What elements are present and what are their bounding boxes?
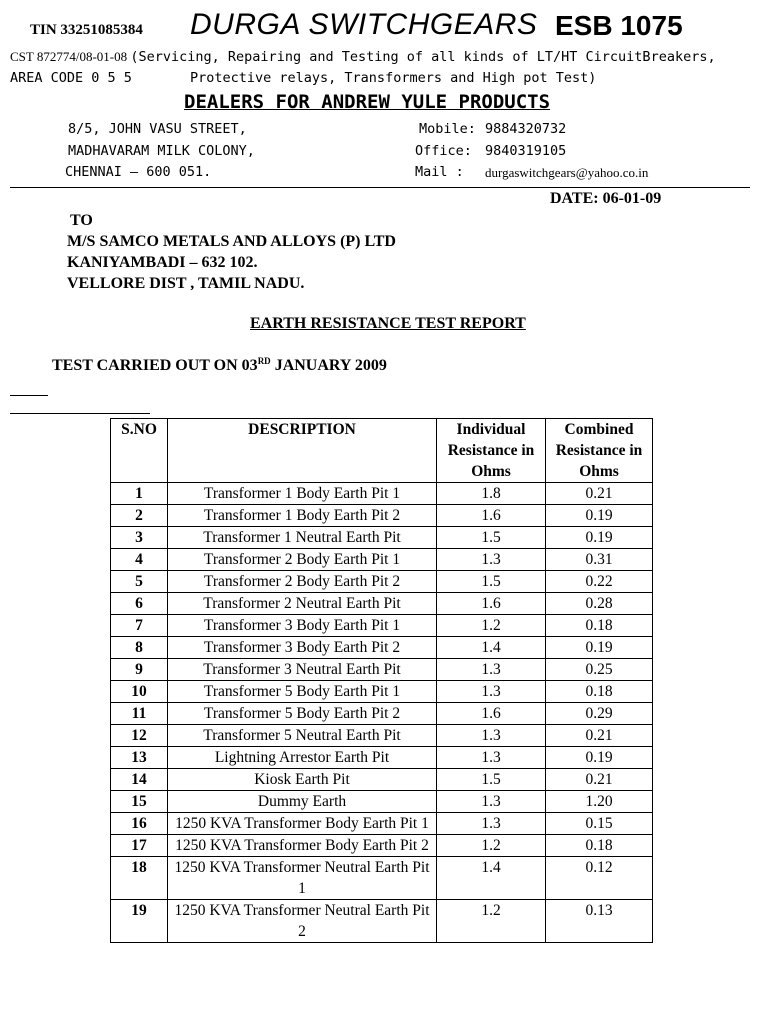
row-individual-resistance: 1.2 bbox=[437, 900, 546, 943]
table-row bbox=[111, 703, 653, 725]
row-sno: 13 bbox=[111, 747, 168, 769]
row-description: 1250 KVA Transformer Body Earth Pit 2 bbox=[168, 835, 437, 857]
to-label: TO bbox=[70, 212, 93, 229]
row-combined-resistance: 0.21 bbox=[546, 769, 653, 791]
row-sno: 8 bbox=[111, 637, 168, 659]
row-individual-resistance: 1.5 bbox=[437, 769, 546, 791]
row-individual-resistance: 1.8 bbox=[437, 483, 546, 505]
row-combined-resistance: 0.22 bbox=[546, 571, 653, 593]
services-line-2: Protective relays, Transformers and High pot Test) bbox=[190, 70, 597, 86]
services-line-1: (Servicing, Repairing and Testing of all kinds of LT/HT CircuitBreakers, bbox=[130, 49, 716, 65]
row-sno: 14 bbox=[111, 769, 168, 791]
row-description: Transformer 2 Body Earth Pit 2 bbox=[168, 571, 437, 593]
office-number: 9840319105 bbox=[485, 143, 567, 159]
cst-line bbox=[10, 49, 716, 65]
table-row bbox=[111, 725, 653, 747]
row-sno: 18 bbox=[111, 857, 168, 900]
row-individual-resistance: 1.3 bbox=[437, 725, 546, 747]
table-row bbox=[111, 527, 653, 549]
address-line-2: MADHAVARAM MILK COLONY, bbox=[68, 143, 255, 159]
row-description: Transformer 5 Body Earth Pit 2 bbox=[168, 703, 437, 725]
row-sno: 1 bbox=[111, 483, 168, 505]
office-label: Office: bbox=[415, 143, 472, 159]
row-combined-resistance: 0.19 bbox=[546, 747, 653, 769]
row-sno: 2 bbox=[111, 505, 168, 527]
row-sno: 3 bbox=[111, 527, 168, 549]
row-sno: 6 bbox=[111, 593, 168, 615]
row-individual-resistance: 1.3 bbox=[437, 681, 546, 703]
table-row bbox=[111, 593, 653, 615]
test-date-line: TEST CARRIED OUT ON 03RD JANUARY 2009 bbox=[52, 356, 387, 374]
row-description: Transformer 1 Neutral Earth Pit bbox=[168, 527, 437, 549]
table-row bbox=[111, 483, 653, 505]
row-individual-resistance: 1.5 bbox=[437, 527, 546, 549]
mobile-label: Mobile: bbox=[419, 121, 476, 137]
row-description: Transformer 3 Body Earth Pit 2 bbox=[168, 637, 437, 659]
esb-code: ESB 1075 bbox=[555, 10, 683, 41]
row-individual-resistance: 1.2 bbox=[437, 615, 546, 637]
rule-short bbox=[10, 395, 48, 396]
row-combined-resistance: 0.19 bbox=[546, 505, 653, 527]
row-individual-resistance: 1.3 bbox=[437, 747, 546, 769]
row-combined-resistance: 0.15 bbox=[546, 813, 653, 835]
row-individual-resistance: 1.6 bbox=[437, 505, 546, 527]
row-sno: 16 bbox=[111, 813, 168, 835]
row-combined-resistance: 0.21 bbox=[546, 725, 653, 747]
row-individual-resistance: 1.3 bbox=[437, 791, 546, 813]
row-sno: 10 bbox=[111, 681, 168, 703]
mail-label: Mail : bbox=[415, 164, 464, 180]
recipient-name: M/S SAMCO METALS AND ALLOYS (P) LTD bbox=[67, 233, 396, 250]
table-row bbox=[111, 505, 653, 527]
row-sno: 7 bbox=[111, 615, 168, 637]
row-description: 1250 KVA Transformer Neutral Earth Pit 2 bbox=[168, 900, 437, 943]
company-name: DURGA SWITCHGEARS bbox=[190, 8, 538, 41]
table-row bbox=[111, 637, 653, 659]
row-combined-resistance: 0.12 bbox=[546, 857, 653, 900]
row-individual-resistance: 1.4 bbox=[437, 637, 546, 659]
row-description: Transformer 2 Body Earth Pit 1 bbox=[168, 549, 437, 571]
table-row bbox=[111, 791, 653, 813]
row-sno: 9 bbox=[111, 659, 168, 681]
row-combined-resistance: 0.28 bbox=[546, 593, 653, 615]
col-header-combined: Combined Resistance in Ohms bbox=[546, 419, 653, 483]
row-combined-resistance: 0.18 bbox=[546, 835, 653, 857]
table-row bbox=[111, 681, 653, 703]
row-individual-resistance: 1.4 bbox=[437, 857, 546, 900]
row-combined-resistance: 0.13 bbox=[546, 900, 653, 943]
row-description: Transformer 3 Body Earth Pit 1 bbox=[168, 615, 437, 637]
row-individual-resistance: 1.6 bbox=[437, 703, 546, 725]
table-row bbox=[111, 615, 653, 637]
row-combined-resistance: 0.18 bbox=[546, 681, 653, 703]
row-combined-resistance: 1.20 bbox=[546, 791, 653, 813]
recipient-address-2: VELLORE DIST , TAMIL NADU. bbox=[67, 275, 305, 292]
report-title: EARTH RESISTANCE TEST REPORT bbox=[250, 315, 526, 332]
col-header-sno: S.NO bbox=[111, 419, 168, 483]
row-individual-resistance: 1.3 bbox=[437, 659, 546, 681]
row-description: Transformer 2 Neutral Earth Pit bbox=[168, 593, 437, 615]
recipient-address-1: KANIYAMBADI – 632 102. bbox=[67, 254, 258, 271]
row-description: 1250 KVA Transformer Neutral Earth Pit 1 bbox=[168, 857, 437, 900]
row-combined-resistance: 0.18 bbox=[546, 615, 653, 637]
row-sno: 5 bbox=[111, 571, 168, 593]
row-individual-resistance: 1.5 bbox=[437, 571, 546, 593]
col-header-description: DESCRIPTION bbox=[168, 419, 437, 483]
table-row bbox=[111, 857, 653, 900]
area-code: AREA CODE 0 5 5 bbox=[10, 70, 132, 86]
mail-address: durgaswitchgears@yahoo.co.in bbox=[485, 165, 649, 180]
header-divider bbox=[10, 187, 750, 188]
address-line-3: CHENNAI – 600 051. bbox=[65, 164, 212, 180]
row-sno: 19 bbox=[111, 900, 168, 943]
row-description: Dummy Earth bbox=[168, 791, 437, 813]
row-sno: 11 bbox=[111, 703, 168, 725]
row-sno: 4 bbox=[111, 549, 168, 571]
table-row bbox=[111, 571, 653, 593]
row-individual-resistance: 1.2 bbox=[437, 835, 546, 857]
row-combined-resistance: 0.29 bbox=[546, 703, 653, 725]
cst-number: CST 872774/08-01-08 bbox=[10, 49, 128, 64]
table-row bbox=[111, 659, 653, 681]
rule-long bbox=[10, 413, 150, 414]
col-header-individual: Individual Resistance in Ohms bbox=[437, 419, 546, 483]
row-combined-resistance: 0.19 bbox=[546, 637, 653, 659]
row-description: Kiosk Earth Pit bbox=[168, 769, 437, 791]
row-sno: 17 bbox=[111, 835, 168, 857]
table-header-row bbox=[111, 419, 653, 483]
row-description: 1250 KVA Transformer Body Earth Pit 1 bbox=[168, 813, 437, 835]
row-combined-resistance: 0.31 bbox=[546, 549, 653, 571]
dealers-heading: DEALERS FOR ANDREW YULE PRODUCTS bbox=[184, 91, 551, 113]
row-description: Transformer 5 Neutral Earth Pit bbox=[168, 725, 437, 747]
row-sno: 15 bbox=[111, 791, 168, 813]
row-description: Transformer 1 Body Earth Pit 2 bbox=[168, 505, 437, 527]
table-row bbox=[111, 747, 653, 769]
row-combined-resistance: 0.19 bbox=[546, 527, 653, 549]
row-combined-resistance: 0.21 bbox=[546, 483, 653, 505]
table-row bbox=[111, 900, 653, 943]
address-line-1: 8/5, JOHN VASU STREET, bbox=[68, 121, 247, 137]
resistance-table bbox=[110, 418, 653, 943]
table-row bbox=[111, 835, 653, 857]
row-individual-resistance: 1.3 bbox=[437, 549, 546, 571]
row-combined-resistance: 0.25 bbox=[546, 659, 653, 681]
row-description: Transformer 3 Neutral Earth Pit bbox=[168, 659, 437, 681]
table-row bbox=[111, 813, 653, 835]
row-individual-resistance: 1.6 bbox=[437, 593, 546, 615]
table-row bbox=[111, 769, 653, 791]
tin-number: TIN 33251085384 bbox=[30, 22, 143, 38]
row-sno: 12 bbox=[111, 725, 168, 747]
row-description: Transformer 1 Body Earth Pit 1 bbox=[168, 483, 437, 505]
table-row bbox=[111, 549, 653, 571]
row-description: Lightning Arrestor Earth Pit bbox=[168, 747, 437, 769]
row-individual-resistance: 1.3 bbox=[437, 813, 546, 835]
letter-date: DATE: 06-01-09 bbox=[550, 190, 662, 207]
mobile-number: 9884320732 bbox=[485, 121, 567, 137]
row-description: Transformer 5 Body Earth Pit 1 bbox=[168, 681, 437, 703]
